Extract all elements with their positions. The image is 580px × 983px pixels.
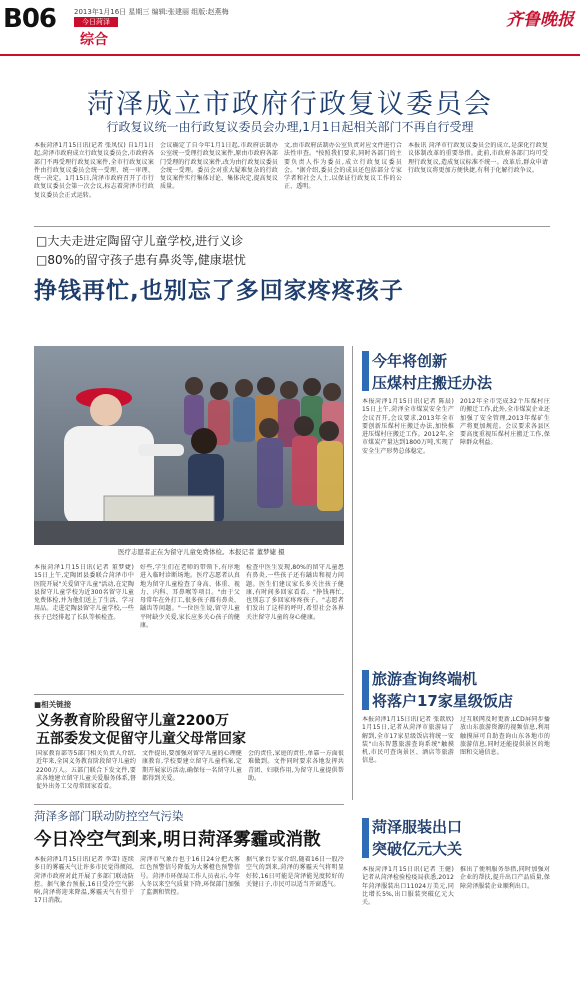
- related-column-3: 会的责任,家庭的责任,单靠一方面很难做到。文件同时要求各地发挥共青团、妇联作用,为留守儿童提供帮助。: [248, 750, 344, 782]
- related-column-1: 国家教育部等5部门相关负责人介绍,近年来,全国义务教育阶段留守儿童约2200万人。五部门联合下发文件,要求各地建立留守儿童关爱服务体系,督促外出务工父母常回家看看。: [36, 750, 136, 791]
- issue-meta: 2013年1月16日 星期三 编辑:张建丽 组版:赵燕梅: [74, 8, 229, 16]
- story2-column-2: 好些,学生们在老师的带领下,有序地进入临时诊断场地。医疗志愿者认真地为留守儿童检查了身高、体重、视力、内科、耳鼻喉等项目。"由于父母常年在外打工,很多孩子都有鼻炎、龋齿等问题。"一位医生说,留守儿童平时缺少关爱,家长应多关心孩子的健康。: [140, 564, 240, 630]
- side1-column-1: 本报菏泽1月15日讯(记者 陈晨) 15日上午,菏泽全市煤炭安全生产会议召开,会议要求,2013年全市要创新压煤村庄搬迁办法,加快推进压煤村庄搬迁工作。2012年,全市煤炭产量达到1800万吨,实现了安全生产形势总体稳定。: [362, 398, 454, 455]
- story1-column-4: 本报讯 菏泽市行政复议委员会的成立,是深化行政复议体制改革的重要举措。此前,市政府各部门均可受理行政复议,造成复议标准不统一。改革后,群众申请行政复议将更加方便快捷,有利于化解行政争议。: [408, 142, 548, 174]
- story3-column-2: 菏泽市气象台也于16日24分把大雾红色预警信号降低为大雾橙色预警信号。菏泽市环保局工作人员表示,今年入冬以来空气质量下降,环保部门加强了监测和管控。: [140, 856, 240, 897]
- side1-title-2: 压煤村庄搬迁办法: [372, 374, 493, 392]
- story1-column-3: 文,由市政府法制办公室负责对应文件进行合法性审查。"按照我们要求,同时各部门的主要负责人作为委员,成立行政复议委员会。"据介绍,委员会的成员还包括部分专家学者和社会人士,以保证行政复议工作的公正、透明。: [284, 142, 402, 191]
- side2-title-1: 旅游查询终端机: [372, 670, 478, 688]
- story3-title: 今日冷空气到来,明日菏泽雾霾或消散: [34, 830, 321, 850]
- story2-column-3: 检查中医生发现,80%的留守儿童患有鼻炎,一些孩子还有龋齿和视力问题。医生们建议家长多关注孩子健康,有时间多回家看看。"挣钱再忙,也别忘了多回家疼疼孩子。"志愿者们发出了这样的呼吁,希望社会各界关注留守儿童的身心健康。: [246, 564, 344, 621]
- page-header: [0, 0, 580, 56]
- story3-column-3: 据气象台专家介绍,随着16日一股冷空气的到来,菏泽的雾霾天气将明显好转,16日可能是菏泽能见度转好的关键日子,市民可以适当开窗透气。: [246, 856, 344, 888]
- story2-column-1: 本报菏泽1月15日讯(记者 董梦婕) 15日上午,定陶团县委联合菏泽市中医院开展"关爱留守儿童"活动,在定陶县留守儿童学校为近300名留守儿童免费体检,并为他们送上了生活、学习用品。走进定陶县留守儿童学校,一些孩子已经排起了长队等候检查。: [34, 564, 134, 621]
- story2-deck-2: □80%的留守孩子患有鼻炎等,健康堪忧: [36, 253, 246, 267]
- header-divider: [0, 54, 580, 56]
- side3-title-2: 突破亿元大关: [372, 840, 463, 858]
- headline-tab: [362, 351, 369, 391]
- divider: [34, 804, 344, 805]
- story2-title: 挣钱再忙,也别忘了多回家疼疼孩子: [34, 278, 404, 304]
- page-number: B06: [3, 4, 56, 34]
- newspaper-logo: 齐鲁晚报: [506, 10, 574, 30]
- story1-column-2: 会议确定了自今年1月1日起,市政府法制办公室统一受理行政复议案件,原由市政府各部门受理的行政复议案件,改为由行政复议委员会统一受理。委员会对重大疑难复杂的行政复议案件实行集体讨论、集体决定,提高复议质量。: [160, 142, 278, 191]
- section-badge: 今日菏泽: [74, 17, 118, 27]
- story1-title: 菏泽成立市政府行政复议委员会: [87, 89, 493, 120]
- side3-column-2: 推出了便利服务举措,同时加强对企业的帮扶,提升出口产品质量,保障菏泽服装企业顺利出口。: [460, 866, 550, 890]
- side2-title-2: 将落户17家星级饭店: [372, 692, 513, 710]
- side3-title-1: 菏泽服装出口: [372, 818, 463, 836]
- story1-column-1: 本报菏泽1月15日讯(记者 张凤仪) 自1月1日起,菏泽市政府成立行政复议委员会,市政府各部门不再受理行政复议案件,全市行政复议案件由行政复议委员会统一受理、统一审理、统一决定。1月15日,菏泽市政府召开了市行政复议委员会第一次会议,标志着菏泽市行政复议委员会正式运转。: [34, 142, 154, 199]
- photo-caption: 医疗志愿者正在为留守儿童免费体检。本报记者 董梦婕 摄: [118, 548, 285, 556]
- story3-kicker: 菏泽多部门联动防控空气污染: [34, 809, 184, 823]
- divider: [34, 694, 344, 695]
- story1-subtitle: 行政复议统一由行政复议委员会办理,1月1日起相关部门不再自行受理: [106, 120, 474, 134]
- story2-deck-1: □大夫走进定陶留守儿童学校,进行义诊: [36, 234, 244, 248]
- side1-title-1: 今年将创新: [372, 352, 448, 370]
- side2-column-1: 本报菏泽1月15日讯(记者 张歆欣) 1月15日,记者从菏泽市旅游局了解到,全市17家星级饭店将统一安装"山东智慧旅游查询系统"触摸机,市民可查询景区、酒店等旅游信息。: [362, 716, 454, 765]
- related-column-2: 文件提出,要加强对留守儿童的心理健康教育,学校要建立留守儿童档案,定期开展家访活动,确保每一名留守儿童都得到关爱。: [142, 750, 242, 782]
- headline-tab: [362, 818, 369, 858]
- side3-column-1: 本报菏泽1月15日讯(记者 王健) 记者从菏泽检验检疫局获悉,2012年菏泽服装出口11024万美元,同比增长5%,出口服装突破亿元大关。: [362, 866, 454, 907]
- divider: [34, 226, 550, 227]
- side1-column-2: 2012年全市完成32个压煤村庄的搬迁工作,此外,全市煤炭企业还加强了安全管理,2013年煤矿生产将更加规范。会议要求各县区要高度重视压煤村庄搬迁工作,保障群众利益。: [460, 398, 550, 447]
- headline-tab: [362, 670, 369, 710]
- story3-column-1: 本报菏泽1月15日讯(记者 李雪) 连续多日的雾霾天气让许多市民觉得烦闷,菏泽市政府对此开展了多部门联动防控。据气象台预报,16日受冷空气影响,菏泽将迎来降温,雾霾天气有望于17日消散。: [34, 856, 134, 905]
- related-title-1: 义务教育阶段留守儿童2200万: [36, 713, 229, 729]
- photo-illustration: [34, 346, 344, 545]
- divider: [352, 346, 353, 800]
- section-title: 综合: [80, 32, 108, 48]
- related-title-2: 五部委发文促留守儿童父母常回家: [36, 731, 246, 747]
- side2-column-2: 过互联网及时更新,LCD屏同步播放山东旅游资源的视频信息,利用触摸屏可自助查询山东各地市的旅游信息,同时还能提供景区的地图和交通信息。: [460, 716, 550, 757]
- volunteer-checkup-photo: [34, 346, 344, 545]
- related-label: ■相关链接: [34, 700, 72, 709]
